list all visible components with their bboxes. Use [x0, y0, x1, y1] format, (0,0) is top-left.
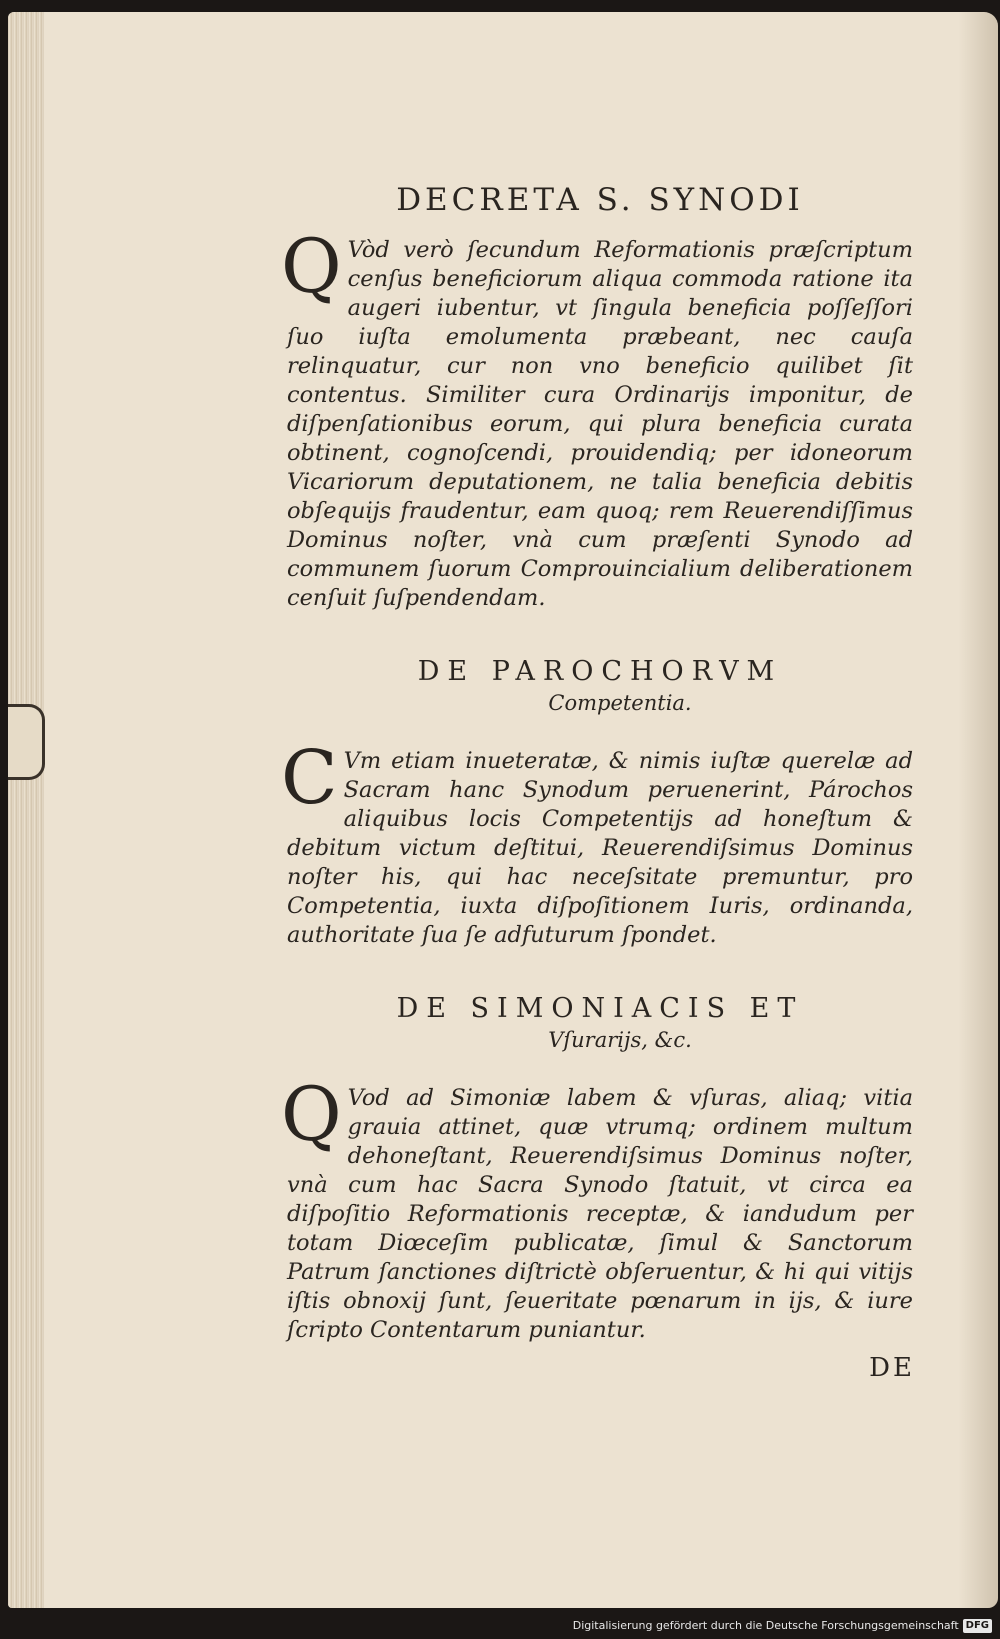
dropcap: Q [281, 224, 342, 310]
section-title-simoniacis: DE SIMONIACIS ET [396, 993, 804, 1024]
paragraph-text: Vòd verò ſecundum Reformationis præſcriptum cenſus beneficiorum aliqua commoda ratione ita augeri iubentur, vt ſingula beneficia poſſeſſori ſuo iuſta emolumenta præbeant, nec cauſa relinquatur, cur non vno beneficio quilibet ſit contentus. Similiter cura Ordinarijs imponitur, de diſpenſationibus eorum, qui plura beneficia curata obtinent, cognoſcendi, prouidendiq; per idoneorum Vicariorum deputationem, ne talia beneficia debitis obſequijs fraudentur, eam quoq; rem Reuerendiſſimus Dominus noſter, vnà cum præſenti Synodo ad communem ſuorum Comprouincialium deliberationem cenſuit ſuſpendendam. [287, 237, 913, 611]
book-clasp [8, 704, 45, 780]
paragraph-reformation [281, 224, 913, 613]
footer-text: Digitalisierung gefördert durch die Deutsche Forschungsgemeinschaft [572, 1619, 959, 1632]
dropcap: C [281, 735, 338, 821]
paragraph-simoniacis [281, 1072, 913, 1345]
dfg-logo-icon: DFG [963, 1619, 992, 1633]
running-head: DECRETA S. SYNODI [396, 182, 804, 218]
section-subtitle-competentia: Competentia. [548, 691, 692, 715]
section-subtitle-vsurariis: Vſurarijs, &c. [548, 1028, 692, 1052]
paragraph-parochorum [281, 735, 913, 950]
catchword: DE [869, 1353, 915, 1383]
section-title-parochorum: DE PAROCHORVM [417, 656, 783, 687]
page-gutter-shadow [958, 12, 998, 1608]
digitization-footer [573, 1617, 992, 1635]
paragraph-text: Vod ad Simoniæ labem & vſuras, aliaq; vitia grauia attinet, quæ vtrumq; ordinem multum dehoneſtant, Reuerendiſsimus Dominus noſter, vnà cum hac Sacra Synodo ſtatuit, vt circa ea diſpoſitio Reformationis receptæ, & iandudum per totam Diœceſim publicatæ, ſimul & Sanctorum Patrum ſanctiones diſtrictè obſeruentur, & hi qui vitijs iſtis obnoxij ſunt, ſeueritate pœnarum in ijs, & iure ſcripto Contentarum puniantur. [287, 1085, 913, 1343]
book-page [8, 12, 998, 1608]
paragraph-text: Vm etiam inueteratæ, & nimis iuſtæ querelæ ad Sacram hanc Synodum peruenerint, Párochos aliquibus locis Competentijs ad honeſtum & debitum victum deſtitui, Reuerendiſsimus Dominus noſter his, qui hac neceſsitate premuntur, pro Competentia, iuxta diſpoſitionem Iuris, ordinanda, authoritate ſua ſe adfuturum ſpondet. [287, 748, 913, 948]
page-edges [8, 12, 44, 1608]
page-content [281, 182, 915, 1383]
dropcap: Q [281, 1072, 342, 1158]
